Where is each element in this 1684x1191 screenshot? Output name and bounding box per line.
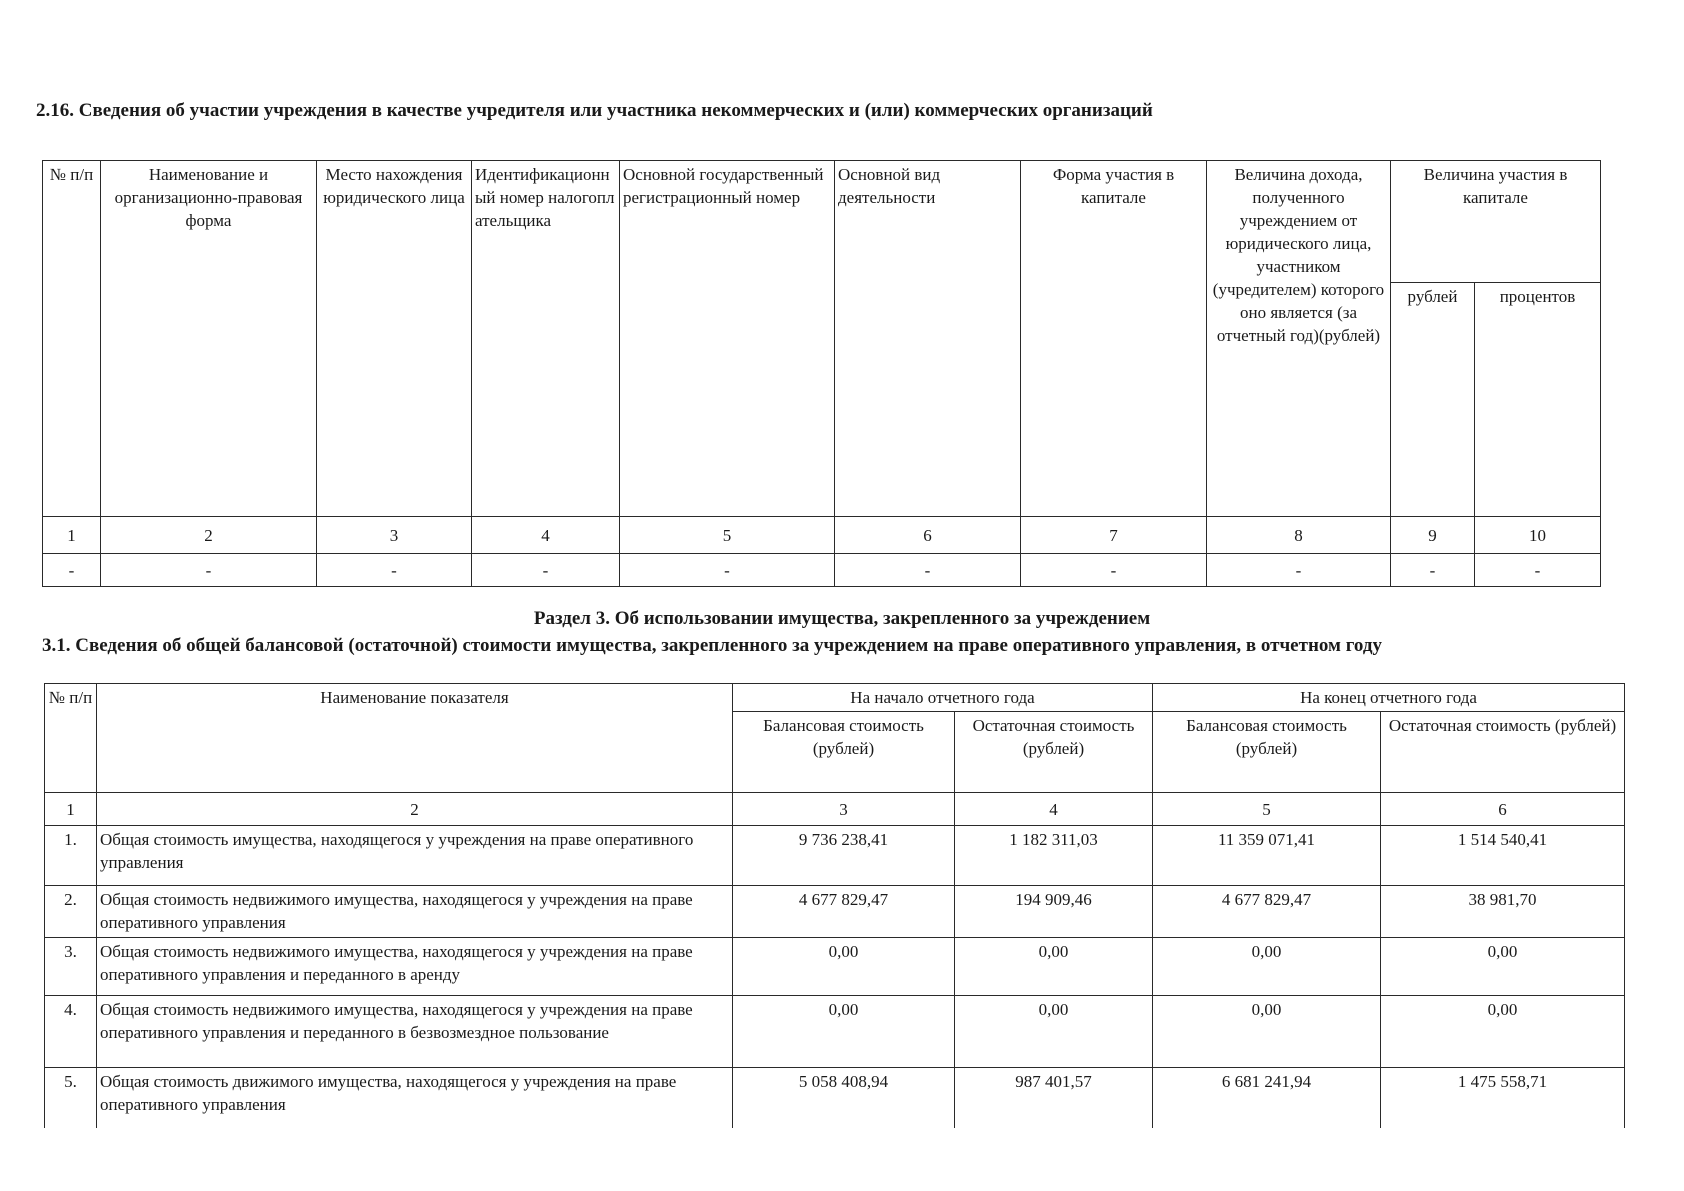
table-cell: - — [472, 554, 620, 587]
indicator-name: Общая стоимость имущества, находящегося у учреждения на праве оперативного управления — [97, 826, 733, 886]
table-cell: - — [1475, 554, 1601, 587]
balance-end-value: 0,00 — [1153, 996, 1381, 1068]
table-row — [45, 996, 1625, 1068]
column-numbers-row — [43, 517, 1601, 554]
column-number: 10 — [1475, 517, 1601, 554]
balance-end-value: 11 359 071,41 — [1153, 826, 1381, 886]
balance-end-value: 4 677 829,47 — [1153, 886, 1381, 938]
residual-end-value: 1 475 558,71 — [1381, 1068, 1625, 1128]
col-header-year-start: На начало отчетного года — [733, 684, 1153, 712]
residual-end-value: 38 981,70 — [1381, 886, 1625, 938]
balance-start-value: 0,00 — [733, 996, 955, 1068]
col-header-year-end: На конец отчетного года — [1153, 684, 1625, 712]
column-number: 1 — [43, 517, 101, 554]
column-number: 5 — [620, 517, 835, 554]
section-3-title: Раздел 3. Об использовании имущества, закрепленного за учреждением — [533, 608, 1151, 629]
table-cell: - — [43, 554, 101, 587]
col-header-number: № п/п — [43, 161, 101, 517]
indicator-name: Общая стоимость движимого имущества, находящегося у учреждения на праве оперативного управления — [97, 1068, 733, 1128]
column-number: 1 — [45, 793, 97, 826]
col-header-balance-end: Балансовая стоимость (рублей) — [1153, 712, 1381, 793]
section-3-1-title: 3.1. Сведения об общей балансовой (остаточной) стоимости имущества, закрепленного за учреждением на праве оперативного управления, в отчетном году — [42, 635, 1382, 656]
col-header-inn: Идентификационный номер налогоплательщика — [472, 161, 620, 517]
col-header-number: № п/п — [45, 684, 97, 793]
column-number: 9 — [1391, 517, 1475, 554]
column-numbers-row — [45, 793, 1625, 826]
column-number: 3 — [733, 793, 955, 826]
col-header-capital-share: Величина участия в капитале — [1391, 161, 1601, 283]
balance-end-value: 0,00 — [1153, 938, 1381, 996]
table-cell: - — [1021, 554, 1207, 587]
table-row — [45, 886, 1625, 938]
col-header-participation-form: Форма участия в капитале — [1021, 161, 1207, 517]
col-header-name: Наименование и организационно-правовая форма — [101, 161, 317, 517]
column-number: 7 — [1021, 517, 1207, 554]
indicator-name: Общая стоимость недвижимого имущества, находящегося у учреждения на праве оперативного управления и переданного в безвозмездное пользование — [97, 996, 733, 1068]
col-header-ogrn: Основной государственный регистрационный номер — [620, 161, 835, 517]
col-header-indicator: Наименование показателя — [97, 684, 733, 793]
indicator-name: Общая стоимость недвижимого имущества, находящегося у учреждения на праве оперативного управления — [97, 886, 733, 938]
col-header-activity: Основной вид деятельности — [835, 161, 1021, 517]
section-2-16-title: 2.16. Сведения об участии учреждения в качестве учредителя или участника некоммерческих и (или) коммерческих организаций — [36, 100, 1153, 121]
table-row — [45, 826, 1625, 886]
column-number: 3 — [317, 517, 472, 554]
table-cell: - — [101, 554, 317, 587]
column-number: 4 — [955, 793, 1153, 826]
row-number: 1. — [45, 826, 97, 886]
table-cell: - — [317, 554, 472, 587]
residual-end-value: 0,00 — [1381, 938, 1625, 996]
row-number: 3. — [45, 938, 97, 996]
indicator-name: Общая стоимость недвижимого имущества, находящегося у учреждения на праве оперативного управления и переданного в аренду — [97, 938, 733, 996]
table-cell: - — [620, 554, 835, 587]
balance-start-value: 0,00 — [733, 938, 955, 996]
column-number: 4 — [472, 517, 620, 554]
property-value-table — [44, 683, 1625, 1128]
column-number: 6 — [1381, 793, 1625, 826]
col-header-percent: процентов — [1475, 283, 1601, 517]
balance-start-value: 9 736 238,41 — [733, 826, 955, 886]
col-header-residual-end: Остаточная стоимость (рублей) — [1381, 712, 1625, 793]
col-header-rubles: рублей — [1391, 283, 1475, 517]
col-header-income: Величина дохода, полученного учреждением от юридического лица, участником (учредителем) которого оно является (за отчетный год)(рублей) — [1207, 161, 1391, 517]
table-row — [45, 938, 1625, 996]
residual-start-value: 0,00 — [955, 938, 1153, 996]
column-number: 2 — [101, 517, 317, 554]
col-header-location: Место нахождения юридического лица — [317, 161, 472, 517]
column-number: 8 — [1207, 517, 1391, 554]
residual-end-value: 0,00 — [1381, 996, 1625, 1068]
column-number: 6 — [835, 517, 1021, 554]
row-number: 4. — [45, 996, 97, 1068]
table-cell: - — [1207, 554, 1391, 587]
column-number: 5 — [1153, 793, 1381, 826]
balance-end-value: 6 681 241,94 — [1153, 1068, 1381, 1128]
balance-start-value: 4 677 829,47 — [733, 886, 955, 938]
residual-start-value: 194 909,46 — [955, 886, 1153, 938]
residual-start-value: 1 182 311,03 — [955, 826, 1153, 886]
residual-end-value: 1 514 540,41 — [1381, 826, 1625, 886]
balance-start-value: 5 058 408,94 — [733, 1068, 955, 1128]
table-row — [43, 554, 1601, 587]
residual-start-value: 987 401,57 — [955, 1068, 1153, 1128]
col-header-residual-start: Остаточная стоимость (рублей) — [955, 712, 1153, 793]
table-cell: - — [1391, 554, 1475, 587]
col-header-balance-start: Балансовая стоимость (рублей) — [733, 712, 955, 793]
column-number: 2 — [97, 793, 733, 826]
row-number: 2. — [45, 886, 97, 938]
participation-table — [42, 160, 1601, 587]
residual-start-value: 0,00 — [955, 996, 1153, 1068]
table-cell: - — [835, 554, 1021, 587]
row-number: 5. — [45, 1068, 97, 1128]
table-row — [45, 1068, 1625, 1128]
